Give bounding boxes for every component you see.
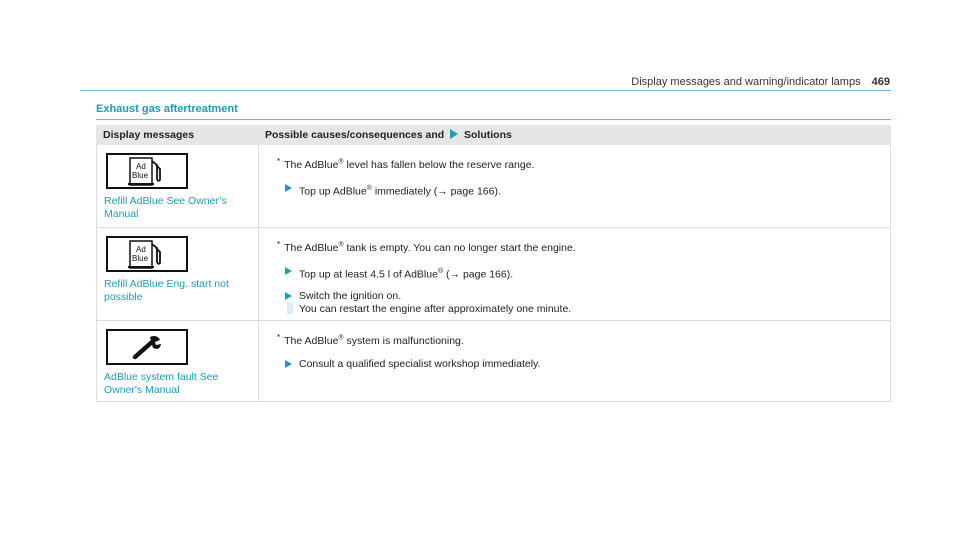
solution-pre: Top up at least 4.5 l of AdBlue bbox=[299, 268, 438, 281]
display-message-text: AdBlue system fault See Owner's Manual bbox=[104, 370, 219, 396]
solution-post: immediately (→ page 166). bbox=[371, 185, 501, 198]
display-messages-table bbox=[96, 125, 891, 402]
cause-post: system is malfunctioning. bbox=[343, 334, 464, 347]
causes-solutions-cell bbox=[259, 320, 891, 401]
margin-marker bbox=[287, 302, 293, 314]
col-header-solutions-text: Solutions bbox=[464, 129, 512, 141]
col-header-causes-text: Possible causes/consequences and bbox=[265, 129, 445, 141]
adblue-fuel-pump-icon bbox=[106, 236, 188, 272]
table-header-row bbox=[97, 126, 891, 145]
causes-solutions-cell bbox=[259, 145, 891, 228]
solution-step bbox=[299, 290, 884, 316]
solution-post: (→ page 166). bbox=[443, 268, 514, 281]
solution-pre: Switch the ignition on. bbox=[299, 289, 402, 302]
display-message-cell bbox=[97, 145, 259, 228]
registered-mark: ® bbox=[338, 158, 344, 166]
running-title: Display messages and warning/indicator lamps bbox=[631, 76, 861, 88]
display-message-cell bbox=[97, 320, 259, 401]
display-message-text: Refill AdBlue Eng. start not possible bbox=[104, 278, 229, 303]
solution-note: You can restart the engine after approximately one minute. bbox=[299, 302, 572, 315]
solution-pre: Consult a qualified specialist workshop immediately. bbox=[299, 357, 541, 370]
cause-text bbox=[277, 238, 884, 255]
page-number: 469 bbox=[871, 76, 890, 88]
causes-solutions-cell bbox=[259, 228, 891, 321]
cause-pre: The AdBlue bbox=[284, 242, 339, 254]
bullet-arrow-icon bbox=[285, 267, 292, 275]
cause-post: level has fallen below the reserve range. bbox=[343, 159, 535, 171]
solution-step bbox=[299, 265, 884, 282]
registered-mark: ® bbox=[338, 334, 344, 341]
icon-text-bottom: Blue bbox=[132, 171, 149, 180]
top-divider bbox=[80, 90, 891, 91]
cause-text bbox=[277, 331, 884, 348]
icon-text-bottom: Blue bbox=[132, 254, 149, 263]
display-message-cell bbox=[97, 228, 259, 321]
footnote-star: * bbox=[277, 332, 281, 342]
solution-step bbox=[299, 182, 884, 199]
footnote-star: * bbox=[277, 157, 281, 166]
table-row bbox=[97, 320, 891, 401]
section-divider bbox=[96, 119, 891, 120]
arrow-right-icon bbox=[450, 129, 458, 139]
table-row bbox=[97, 228, 891, 321]
registered-mark: ® bbox=[338, 241, 344, 249]
col-header-causes-solutions bbox=[259, 126, 891, 145]
display-message-text: Refill AdBlue See Owner’s Manual bbox=[104, 195, 227, 220]
footnote-star: * bbox=[277, 240, 281, 249]
cause-post: tank is empty. You can no longer start the engine. bbox=[343, 242, 576, 254]
bullet-arrow-icon bbox=[285, 292, 292, 300]
section-title: Exhaust gas aftertreatment bbox=[96, 103, 238, 115]
cause-text bbox=[277, 155, 884, 172]
wrench-icon bbox=[106, 329, 188, 365]
adblue-fuel-pump-icon bbox=[106, 153, 188, 189]
cause-pre: The AdBlue bbox=[284, 334, 339, 347]
col-header-display-messages: Display messages bbox=[97, 126, 259, 145]
icon-text-top: Ad bbox=[136, 245, 146, 254]
registered-mark: ® bbox=[437, 268, 444, 275]
registered-mark: ® bbox=[366, 185, 372, 192]
bullet-arrow-icon bbox=[285, 184, 292, 192]
cause-pre: The AdBlue bbox=[284, 159, 339, 171]
icon-text-top: Ad bbox=[136, 162, 146, 171]
solution-pre: Top up AdBlue bbox=[299, 185, 367, 198]
running-header bbox=[80, 76, 890, 88]
solution-step bbox=[299, 358, 884, 371]
table-row bbox=[97, 145, 891, 228]
bullet-arrow-icon bbox=[285, 360, 292, 368]
